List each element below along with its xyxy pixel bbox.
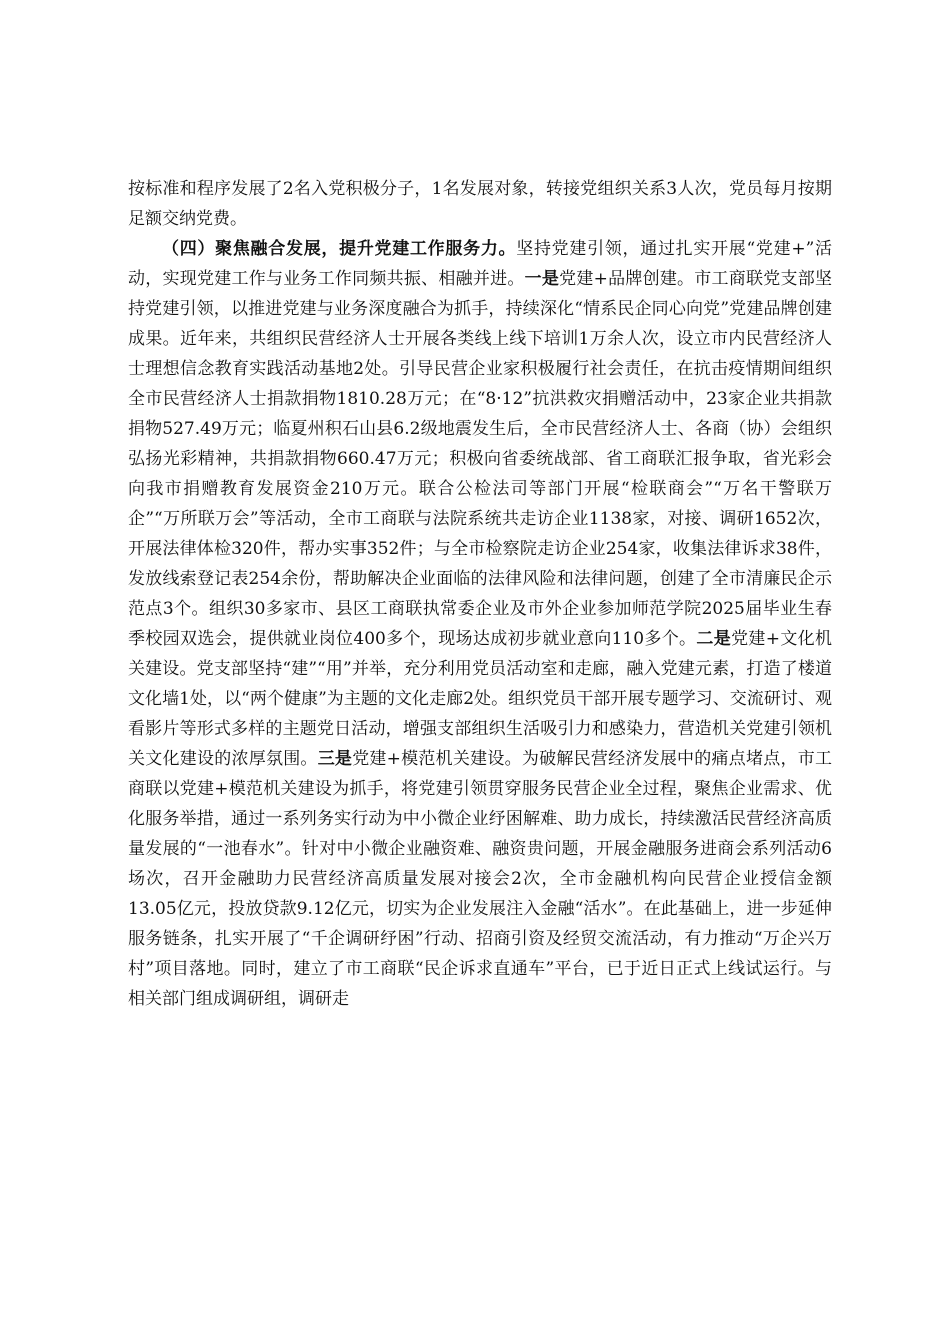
item-text-model-organ: 党建+模范机关建设。为破解民营经济发展中的痛点堵点，市工商联以党建+模范机关建设为抓手，将党建引领贯穿服务民营企业全过程，聚焦企业需求、优化服务举措，通过一系列务实行动为中小微企业纾困解难、助力成长，持续激活民营经济高质量发展的“一池春水”。针对中小微企业融资难、融资贵问题，开展金融服务进商会系列活动6场次，召开金融助力民营经济高质量发展对接会2次，全市金融机构向民营企业授信金额13.05亿元，投放贷款9.12亿元，切实为企业发展注入金融“活水”。在此基础上，进一步延伸服务链条，扎实开展了“千企调研纾困”行动、招商引资及经贸交流活动，有力推动“万企兴万村”项目落地。同时，建立了市工商联“民企诉求直通车”平台，已于近日正式上线试运行。与相关部门组成调研组，调研走 [128, 749, 833, 1009]
paragraph-integrated-development [128, 234, 832, 1014]
item-text-brand: 党建+品牌创建。市工商联党支部坚持党建引领，以推进党建与业务深度融合为抓手，持续深化“情系民企同心向党”党建品牌创建成果。近年来，共组织民营经济人士开展各类线上线下培训1万余人次，设立市内民营经济人士理想信念教育实践活动基地2处。引导民营企业家积极履行社会责任，在抗击疫情期间组织全市民营经济人士捐款捐物1810.28万元；在“8·12”抗洪救灾捐赠活动中，23家企业共捐款捐物527.49万元；临夏州积石山县6.2级地震发生后，全市民营经济人士、各商（协）会组织弘扬光彩精神，共捐款捐物660.47万元；积极向省委统战部、省工商联汇报争取，省光彩会向我市捐赠教育发展资金210万元。联合公检法司等部门开展“检联商会”“万名干警联万企”“万所联万会”等活动，全市工商联与法院系统共走访企业1138家，对接、调研1652次，开展法律体检320件，帮办实事352件；与全市检察院走访企业254家，收集法律诉求38件，发放线索登记表254余份，帮助解决企业面临的法律风险和法律问题，创建了全市清廉民企示范点3个。组织30多家市、县区工商联执常委企业及市外企业参加师范学院2025届毕业生春季校园双选会，提供就业岗位400多个，现场达成初步就业意向110多个。 [128, 269, 833, 649]
body-text [128, 174, 832, 1014]
item-label-third: 三是 [317, 749, 353, 769]
section-intro: 坚持党建引领，通过扎实开展“党建+”活动，实现党建工作与业务工作同频共振、相融并进。 [128, 239, 832, 289]
section-heading: （四）聚焦融合发展，提升党建工作服务力。 [162, 239, 517, 259]
paragraph-text: 按标准和程序发展了2名入党积极分子，1名发展对象，转接党组织关系3人次，党员每月按期足额交纳党费。 [128, 179, 832, 229]
item-label-first: 一是 [524, 269, 560, 289]
paragraph-party-membership [128, 174, 832, 234]
item-text-culture: 党建+文化机关建设。党支部坚持“建”“用”并举，充分利用党员活动室和走廊，融入党建元素，打造了楼道文化墙1处，以“两个健康”为主题的文化走廊2处。组织党员干部开展专题学习、交流研讨、观看影片等形式多样的主题党日活动，增强支部组织生活吸引力和感染力，营造机关党建引领机关文化建设的浓厚氛围。 [128, 629, 832, 769]
item-label-second: 二是 [696, 629, 732, 649]
